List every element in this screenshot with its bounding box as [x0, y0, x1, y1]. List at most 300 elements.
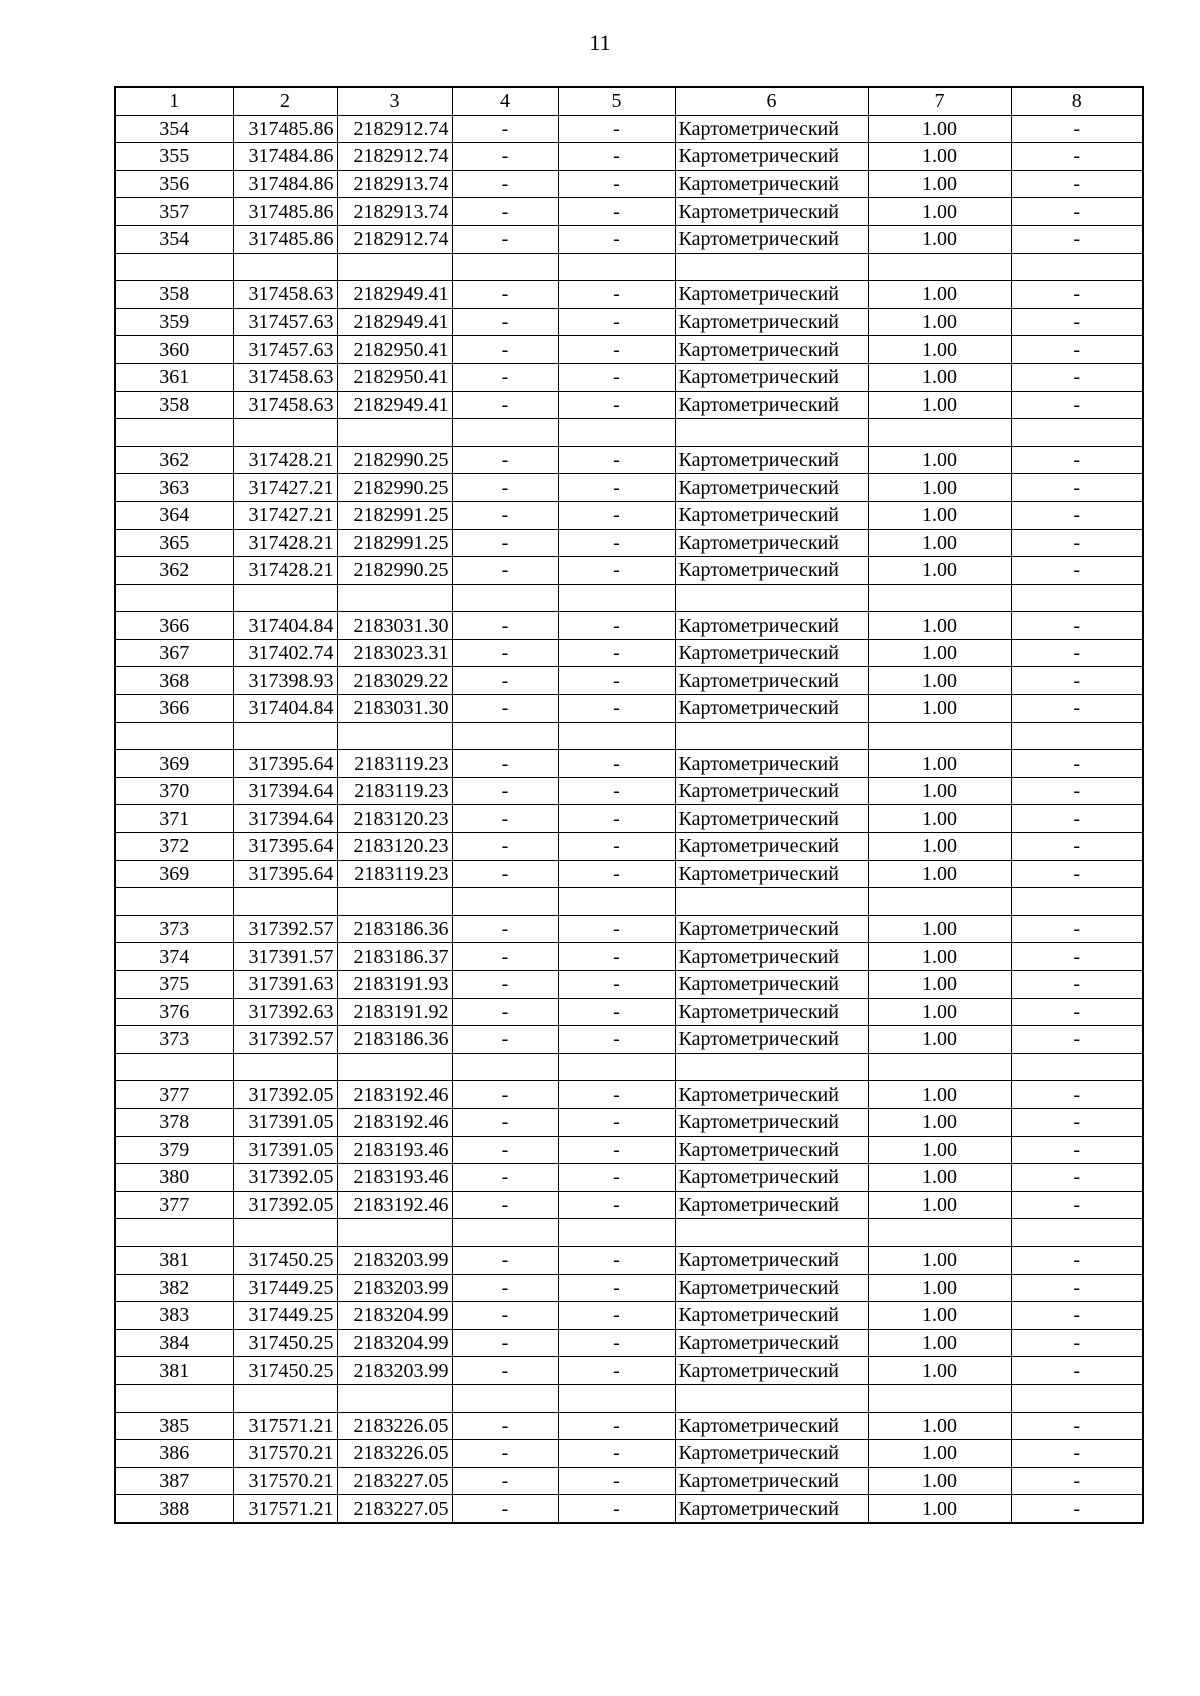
method-cell: Картометрический [675, 308, 868, 336]
method-cell: Картометрический [675, 695, 868, 723]
table-row [115, 1246, 1143, 1274]
accuracy-cell [868, 419, 1011, 447]
table-row [115, 667, 1143, 695]
column-8-cell: - [1011, 833, 1143, 861]
column-8-cell: - [1011, 639, 1143, 667]
column-5-cell: - [558, 1357, 675, 1385]
y-coordinate-cell: 2182912.74 [337, 143, 452, 171]
column-5-cell [558, 888, 675, 916]
x-coordinate-cell: 317457.63 [233, 336, 337, 364]
column-8-cell: - [1011, 446, 1143, 474]
x-coordinate-cell: 317392.63 [233, 998, 337, 1026]
table-row [115, 612, 1143, 640]
column-8-cell: - [1011, 225, 1143, 253]
column-5-cell: - [558, 833, 675, 861]
column-4-cell: - [452, 1357, 558, 1385]
column-4-cell: - [452, 1302, 558, 1330]
table-row [115, 1191, 1143, 1219]
column-4-cell: - [452, 308, 558, 336]
column-8-cell: - [1011, 695, 1143, 723]
point-number-cell: 358 [115, 391, 233, 419]
method-cell: Картометрический [675, 281, 868, 309]
point-number-cell: 358 [115, 281, 233, 309]
y-coordinate-cell: 2183119.23 [337, 750, 452, 778]
column-4-cell: - [452, 170, 558, 198]
column-8-cell: - [1011, 1495, 1143, 1523]
column-4-cell [452, 888, 558, 916]
column-4-cell: - [452, 446, 558, 474]
point-number-cell: 388 [115, 1495, 233, 1523]
column-8-cell: - [1011, 943, 1143, 971]
y-coordinate-cell: 2183193.46 [337, 1164, 452, 1192]
point-number-cell [115, 419, 233, 447]
column-4-cell: - [452, 557, 558, 585]
table-row [115, 1053, 1143, 1081]
x-coordinate-cell: 317450.25 [233, 1357, 337, 1385]
table-row [115, 1440, 1143, 1468]
accuracy-cell: 1.00 [868, 750, 1011, 778]
column-4-cell: - [452, 639, 558, 667]
method-cell: Картометрический [675, 860, 868, 888]
method-cell: Картометрический [675, 1191, 868, 1219]
accuracy-cell: 1.00 [868, 1302, 1011, 1330]
column-header: 4 [452, 87, 558, 115]
x-coordinate-cell: 317392.05 [233, 1081, 337, 1109]
y-coordinate-cell: 2182949.41 [337, 308, 452, 336]
accuracy-cell: 1.00 [868, 971, 1011, 999]
point-number-cell: 366 [115, 612, 233, 640]
column-4-cell: - [452, 1081, 558, 1109]
y-coordinate-cell [337, 253, 452, 281]
method-cell: Картометрический [675, 805, 868, 833]
point-number-cell: 362 [115, 446, 233, 474]
method-cell: Картометрический [675, 501, 868, 529]
y-coordinate-cell: 2183203.99 [337, 1274, 452, 1302]
table-row [115, 639, 1143, 667]
accuracy-cell: 1.00 [868, 1081, 1011, 1109]
column-4-cell: - [452, 915, 558, 943]
column-5-cell: - [558, 1412, 675, 1440]
x-coordinate-cell: 317450.25 [233, 1329, 337, 1357]
accuracy-cell: 1.00 [868, 336, 1011, 364]
table-row [115, 115, 1143, 143]
method-cell [675, 253, 868, 281]
accuracy-cell: 1.00 [868, 308, 1011, 336]
column-8-cell: - [1011, 860, 1143, 888]
column-4-cell: - [452, 1246, 558, 1274]
table-row [115, 1274, 1143, 1302]
table-row [115, 308, 1143, 336]
point-number-cell: 363 [115, 474, 233, 502]
column-4-cell: - [452, 281, 558, 309]
x-coordinate-cell: 317392.57 [233, 915, 337, 943]
point-number-cell: 379 [115, 1136, 233, 1164]
table-body [115, 115, 1143, 1523]
accuracy-cell: 1.00 [868, 998, 1011, 1026]
column-4-cell: - [452, 805, 558, 833]
column-4-cell: - [452, 115, 558, 143]
point-number-cell: 380 [115, 1164, 233, 1192]
y-coordinate-cell: 2183192.46 [337, 1081, 452, 1109]
column-5-cell: - [558, 336, 675, 364]
accuracy-cell: 1.00 [868, 915, 1011, 943]
point-number-cell: 361 [115, 363, 233, 391]
table-row [115, 143, 1143, 171]
method-cell: Картометрический [675, 1329, 868, 1357]
table-row [115, 888, 1143, 916]
table-row [115, 1164, 1143, 1192]
column-5-cell: - [558, 943, 675, 971]
table-row [115, 501, 1143, 529]
column-8-cell: - [1011, 1026, 1143, 1054]
column-8-cell: - [1011, 667, 1143, 695]
column-8-cell: - [1011, 971, 1143, 999]
y-coordinate-cell: 2182949.41 [337, 281, 452, 309]
accuracy-cell: 1.00 [868, 1246, 1011, 1274]
column-8-cell: - [1011, 474, 1143, 502]
y-coordinate-cell: 2183120.23 [337, 833, 452, 861]
column-8-cell: - [1011, 1302, 1143, 1330]
column-4-cell: - [452, 1164, 558, 1192]
accuracy-cell [868, 888, 1011, 916]
column-5-cell [558, 1053, 675, 1081]
method-cell [675, 722, 868, 750]
table-row [115, 750, 1143, 778]
point-number-cell [115, 584, 233, 612]
table-row [115, 1412, 1143, 1440]
x-coordinate-cell: 317450.25 [233, 1246, 337, 1274]
x-coordinate-cell: 317458.63 [233, 391, 337, 419]
accuracy-cell: 1.00 [868, 474, 1011, 502]
column-8-cell: - [1011, 143, 1143, 171]
y-coordinate-cell: 2183203.99 [337, 1357, 452, 1385]
x-coordinate-cell: 317398.93 [233, 667, 337, 695]
column-8-cell: - [1011, 1191, 1143, 1219]
column-5-cell [558, 1219, 675, 1247]
x-coordinate-cell: 317484.86 [233, 170, 337, 198]
method-cell: Картометрический [675, 1026, 868, 1054]
point-number-cell: 354 [115, 115, 233, 143]
x-coordinate-cell [233, 419, 337, 447]
x-coordinate-cell [233, 722, 337, 750]
table-row [115, 281, 1143, 309]
table-row [115, 1026, 1143, 1054]
column-4-cell: - [452, 143, 558, 171]
point-number-cell: 370 [115, 777, 233, 805]
column-5-cell: - [558, 143, 675, 171]
table-row [115, 1467, 1143, 1495]
column-8-cell [1011, 584, 1143, 612]
point-number-cell: 356 [115, 170, 233, 198]
column-5-cell: - [558, 529, 675, 557]
column-4-cell: - [452, 198, 558, 226]
method-cell: Картометрический [675, 170, 868, 198]
column-5-cell: - [558, 557, 675, 585]
method-cell: Картометрический [675, 833, 868, 861]
y-coordinate-cell: 2182991.25 [337, 529, 452, 557]
y-coordinate-cell: 2183192.46 [337, 1108, 452, 1136]
column-4-cell [452, 419, 558, 447]
point-number-cell: 367 [115, 639, 233, 667]
point-number-cell: 373 [115, 1026, 233, 1054]
y-coordinate-cell: 2183226.05 [337, 1412, 452, 1440]
x-coordinate-cell [233, 253, 337, 281]
x-coordinate-cell: 317449.25 [233, 1302, 337, 1330]
accuracy-cell: 1.00 [868, 777, 1011, 805]
y-coordinate-cell: 2183119.23 [337, 860, 452, 888]
column-4-cell: - [452, 1108, 558, 1136]
point-number-cell [115, 1384, 233, 1412]
accuracy-cell: 1.00 [868, 446, 1011, 474]
point-number-cell: 369 [115, 860, 233, 888]
column-8-cell: - [1011, 336, 1143, 364]
accuracy-cell: 1.00 [868, 805, 1011, 833]
y-coordinate-cell: 2183186.37 [337, 943, 452, 971]
point-number-cell [115, 1053, 233, 1081]
column-8-cell: - [1011, 1246, 1143, 1274]
method-cell: Картометрический [675, 198, 868, 226]
y-coordinate-cell: 2183191.92 [337, 998, 452, 1026]
method-cell: Картометрический [675, 1440, 868, 1468]
column-8-cell: - [1011, 1164, 1143, 1192]
point-number-cell [115, 722, 233, 750]
method-cell: Картометрический [675, 446, 868, 474]
table-row [115, 198, 1143, 226]
column-8-cell [1011, 253, 1143, 281]
column-5-cell: - [558, 170, 675, 198]
column-8-cell: - [1011, 557, 1143, 585]
accuracy-cell [868, 253, 1011, 281]
column-4-cell: - [452, 336, 558, 364]
point-number-cell: 369 [115, 750, 233, 778]
column-8-cell [1011, 722, 1143, 750]
accuracy-cell: 1.00 [868, 198, 1011, 226]
column-8-cell: - [1011, 391, 1143, 419]
table-row [115, 446, 1143, 474]
accuracy-cell: 1.00 [868, 143, 1011, 171]
table-row [115, 1384, 1143, 1412]
column-5-cell: - [558, 1136, 675, 1164]
accuracy-cell: 1.00 [868, 501, 1011, 529]
column-5-cell: - [558, 1108, 675, 1136]
column-8-cell: - [1011, 1412, 1143, 1440]
y-coordinate-cell: 2183204.99 [337, 1302, 452, 1330]
accuracy-cell: 1.00 [868, 1329, 1011, 1357]
point-number-cell: 381 [115, 1357, 233, 1385]
y-coordinate-cell: 2183031.30 [337, 612, 452, 640]
method-cell: Картометрический [675, 1467, 868, 1495]
column-8-cell [1011, 1053, 1143, 1081]
column-8-cell [1011, 1384, 1143, 1412]
column-5-cell: - [558, 446, 675, 474]
x-coordinate-cell: 317571.21 [233, 1495, 337, 1523]
x-coordinate-cell: 317402.74 [233, 639, 337, 667]
column-5-cell [558, 253, 675, 281]
accuracy-cell: 1.00 [868, 1026, 1011, 1054]
x-coordinate-cell: 317392.57 [233, 1026, 337, 1054]
column-5-cell: - [558, 115, 675, 143]
column-4-cell: - [452, 860, 558, 888]
column-8-cell: - [1011, 777, 1143, 805]
column-4-cell: - [452, 501, 558, 529]
x-coordinate-cell: 317395.64 [233, 833, 337, 861]
column-8-cell [1011, 1219, 1143, 1247]
accuracy-cell: 1.00 [868, 667, 1011, 695]
point-number-cell: 383 [115, 1302, 233, 1330]
accuracy-cell [868, 722, 1011, 750]
point-number-cell [115, 253, 233, 281]
table-row [115, 419, 1143, 447]
accuracy-cell: 1.00 [868, 1495, 1011, 1523]
accuracy-cell [868, 1384, 1011, 1412]
table-row [115, 336, 1143, 364]
accuracy-cell: 1.00 [868, 1357, 1011, 1385]
method-cell [675, 419, 868, 447]
y-coordinate-cell: 2182991.25 [337, 501, 452, 529]
table-row [115, 998, 1143, 1026]
column-5-cell: - [558, 1164, 675, 1192]
x-coordinate-cell: 317570.21 [233, 1440, 337, 1468]
x-coordinate-cell: 317391.63 [233, 971, 337, 999]
coordinates-table [114, 86, 1144, 1524]
table-row [115, 1329, 1143, 1357]
column-4-cell: - [452, 943, 558, 971]
table-row [115, 170, 1143, 198]
column-4-cell [452, 584, 558, 612]
point-number-cell: 385 [115, 1412, 233, 1440]
method-cell [675, 888, 868, 916]
column-5-cell: - [558, 198, 675, 226]
y-coordinate-cell: 2183191.93 [337, 971, 452, 999]
y-coordinate-cell: 2183186.36 [337, 915, 452, 943]
column-8-cell: - [1011, 281, 1143, 309]
point-number-cell: 378 [115, 1108, 233, 1136]
column-5-cell: - [558, 1467, 675, 1495]
column-4-cell: - [452, 750, 558, 778]
column-5-cell: - [558, 1081, 675, 1109]
y-coordinate-cell: 2182912.74 [337, 225, 452, 253]
y-coordinate-cell: 2183023.31 [337, 639, 452, 667]
accuracy-cell: 1.00 [868, 1136, 1011, 1164]
y-coordinate-cell: 2183203.99 [337, 1246, 452, 1274]
method-cell: Картометрический [675, 391, 868, 419]
column-8-cell: - [1011, 1274, 1143, 1302]
column-4-cell: - [452, 391, 558, 419]
method-cell: Картометрический [675, 529, 868, 557]
y-coordinate-cell: 2183227.05 [337, 1467, 452, 1495]
y-coordinate-cell: 2183031.30 [337, 695, 452, 723]
x-coordinate-cell: 317485.86 [233, 115, 337, 143]
column-5-cell: - [558, 363, 675, 391]
y-coordinate-cell: 2183192.46 [337, 1191, 452, 1219]
accuracy-cell: 1.00 [868, 170, 1011, 198]
table-row [115, 557, 1143, 585]
column-header: 2 [233, 87, 337, 115]
column-5-cell: - [558, 501, 675, 529]
y-coordinate-cell: 2182913.74 [337, 198, 452, 226]
x-coordinate-cell [233, 1219, 337, 1247]
table-row [115, 1357, 1143, 1385]
x-coordinate-cell [233, 584, 337, 612]
column-5-cell: - [558, 915, 675, 943]
column-header: 8 [1011, 87, 1143, 115]
x-coordinate-cell: 317395.64 [233, 750, 337, 778]
column-8-cell: - [1011, 115, 1143, 143]
x-coordinate-cell: 317427.21 [233, 474, 337, 502]
column-4-cell: - [452, 1274, 558, 1302]
point-number-cell: 365 [115, 529, 233, 557]
point-number-cell: 386 [115, 1440, 233, 1468]
column-header: 1 [115, 87, 233, 115]
accuracy-cell: 1.00 [868, 363, 1011, 391]
x-coordinate-cell: 317392.05 [233, 1164, 337, 1192]
method-cell: Картометрический [675, 336, 868, 364]
column-8-cell [1011, 888, 1143, 916]
accuracy-cell: 1.00 [868, 639, 1011, 667]
column-8-cell: - [1011, 805, 1143, 833]
column-5-cell [558, 1384, 675, 1412]
column-4-cell: - [452, 1191, 558, 1219]
column-header: 5 [558, 87, 675, 115]
column-8-cell: - [1011, 198, 1143, 226]
accuracy-cell: 1.00 [868, 115, 1011, 143]
table-row [115, 915, 1143, 943]
x-coordinate-cell: 317428.21 [233, 446, 337, 474]
accuracy-cell: 1.00 [868, 943, 1011, 971]
column-4-cell: - [452, 998, 558, 1026]
column-4-cell: - [452, 1467, 558, 1495]
point-number-cell: 366 [115, 695, 233, 723]
method-cell: Картометрический [675, 1136, 868, 1164]
column-8-cell: - [1011, 1081, 1143, 1109]
x-coordinate-cell [233, 1053, 337, 1081]
x-coordinate-cell: 317392.05 [233, 1191, 337, 1219]
x-coordinate-cell: 317458.63 [233, 363, 337, 391]
column-4-cell: - [452, 667, 558, 695]
column-8-cell: - [1011, 501, 1143, 529]
column-5-cell: - [558, 860, 675, 888]
y-coordinate-cell: 2182990.25 [337, 446, 452, 474]
y-coordinate-cell [337, 1384, 452, 1412]
point-number-cell: 381 [115, 1246, 233, 1274]
x-coordinate-cell: 317485.86 [233, 225, 337, 253]
table-row [115, 695, 1143, 723]
method-cell [675, 1384, 868, 1412]
column-4-cell: - [452, 971, 558, 999]
column-5-cell [558, 722, 675, 750]
y-coordinate-cell: 2183029.22 [337, 667, 452, 695]
column-5-cell: - [558, 1246, 675, 1274]
table-row [115, 584, 1143, 612]
method-cell: Картометрический [675, 667, 868, 695]
accuracy-cell: 1.00 [868, 529, 1011, 557]
method-cell: Картометрический [675, 1108, 868, 1136]
accuracy-cell: 1.00 [868, 225, 1011, 253]
column-5-cell: - [558, 805, 675, 833]
method-cell: Картометрический [675, 639, 868, 667]
accuracy-cell: 1.00 [868, 695, 1011, 723]
method-cell: Картометрический [675, 363, 868, 391]
table-row [115, 722, 1143, 750]
x-coordinate-cell: 317427.21 [233, 501, 337, 529]
y-coordinate-cell: 2183186.36 [337, 1026, 452, 1054]
accuracy-cell: 1.00 [868, 1440, 1011, 1468]
x-coordinate-cell: 317394.64 [233, 805, 337, 833]
column-8-cell: - [1011, 308, 1143, 336]
table-row [115, 971, 1143, 999]
point-number-cell: 377 [115, 1081, 233, 1109]
accuracy-cell: 1.00 [868, 1412, 1011, 1440]
